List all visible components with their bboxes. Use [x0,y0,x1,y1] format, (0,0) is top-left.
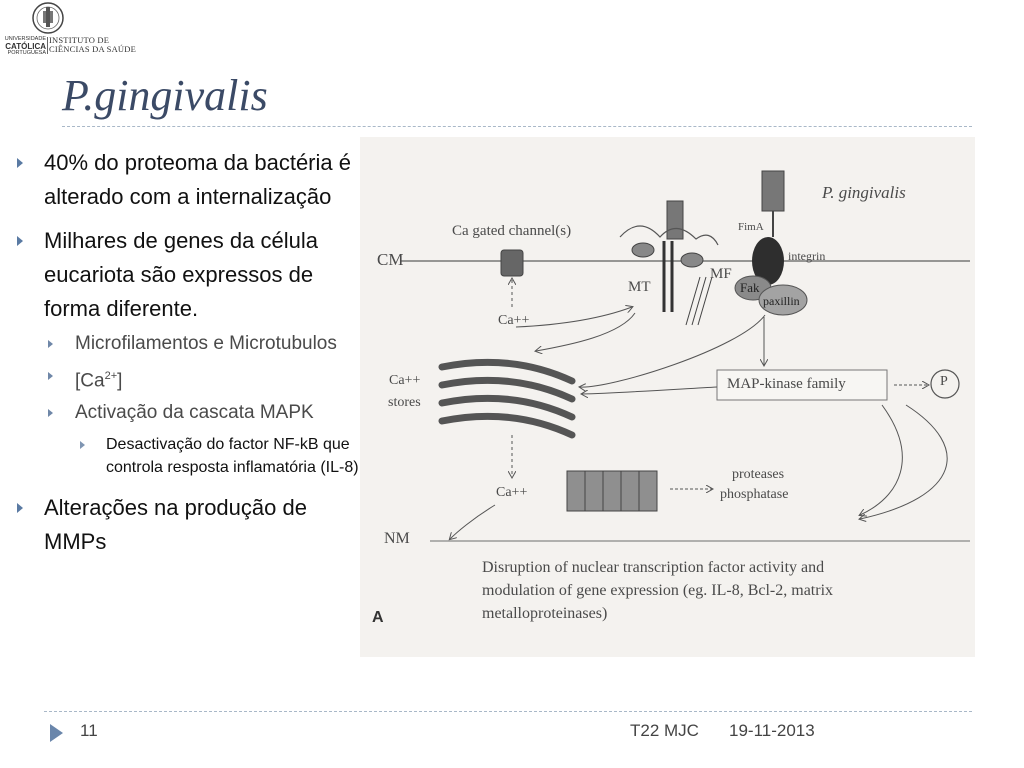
bullet-text: Alterações na produção de MMPs [44,495,307,555]
bullet-text: ] [117,370,123,392]
sub-bullet-item [14,330,364,358]
figure-label: CM [377,250,404,269]
figure-caption-line: Disruption of nuclear transcription factor activity and [482,559,825,576]
microfilament-shape [692,277,706,325]
figure-label: Ca++ [498,313,530,328]
bullet-text: 40% do proteoma da bactéria é alterado com a internalização [44,150,351,209]
signaling-diagram [360,137,975,657]
title-divider [62,126,972,127]
logo-university-name [2,36,46,57]
bullet-text: Microfilamentos e Microtubulos [75,333,337,354]
bullet-arrow-icon [80,441,85,449]
logo-university-line: PORTUGUESA [7,50,46,56]
bullet-arrow-icon [17,236,23,246]
figure-label: stores [388,395,421,410]
figure-label: MAP-kinase family [727,376,846,392]
bullet-text: [Ca [75,370,105,392]
protein-complex-shape [567,471,657,511]
figure-label: Ca gated channel(s) [452,223,572,239]
ca-store-stack [442,416,572,435]
figure-label: NM [384,530,410,547]
figure-label: Fak [740,280,760,295]
figure-caption-line: modulation of gene expression (eg. IL-8, Bcl-2, matrix [482,582,834,599]
figure-label: Ca++ [496,485,528,500]
bullet-list [14,146,364,569]
bullet-arrow-icon [48,372,53,380]
logo-separator [47,37,48,54]
logo-university-line: UNIVERSIDADE [4,36,46,42]
logo-university-line: CATÓLICA [5,42,46,51]
figure-label: P. gingivalis [822,183,906,202]
bullet-item [14,146,364,214]
bullet-text: Milhares de genes da célula eucariota são expressos de forma diferente. [44,228,318,321]
bacterium-shape [762,171,784,211]
footer-divider [44,711,972,712]
microfilament-shape [698,277,712,325]
figure-label: Ca++ [389,373,421,388]
bullet-item [14,224,364,326]
receptor-shape [632,243,654,257]
bullet-item [14,491,364,559]
signal-arrow [536,313,635,351]
logo-institute-line: CIÊNCIAS DA SAÚDE [49,44,136,54]
ca-channel-shape [501,250,523,276]
figure-label: MF [710,266,732,282]
superscript: 2+ [104,370,118,382]
bullet-text: Activação da cascata MAPK [75,402,314,424]
figure-label: phosphatase [720,487,789,502]
bullet-text: Desactivação do factor NF-kB que controla resposta inflamatória (IL-8) [106,436,359,477]
logo-institute-line: INSTITUTO DE [49,35,110,45]
figure-caption-line: metalloproteinases) [482,605,608,622]
figure-label: P [940,374,948,389]
signal-arrow [860,405,947,519]
footer-course: T22 MJC [630,721,699,740]
footer-arrow-icon [50,724,63,742]
figure-label: paxillin [763,294,800,308]
logo-institute-name [49,36,136,54]
slide-title: P.gingivalis [62,71,268,120]
figure-label: proteases [732,467,785,482]
figure-label: MT [628,279,651,295]
bacterium-small-shape [667,201,683,239]
page-number: 11 [80,721,98,740]
bullet-arrow-icon [17,158,23,168]
university-crest-icon [2,2,148,36]
panel-letter: A [372,609,384,626]
figure-label: FimA [738,221,764,233]
signal-arrow [860,405,902,515]
institution-logo [2,2,148,58]
microfilament-shape [686,277,700,325]
bullet-arrow-icon [48,340,53,348]
signal-arrow [450,505,495,539]
sub-bullet-item [14,399,364,427]
signal-arrow [582,387,717,394]
sub-bullet-item [14,362,364,395]
receptor-shape [681,253,703,267]
figure-caption [482,556,833,625]
sub-sub-bullet-item [14,433,364,479]
signal-arrow [516,307,632,327]
bullet-arrow-icon [17,503,23,513]
bullet-arrow-icon [48,409,53,417]
footer-date: 19-11-2013 [729,721,815,740]
figure-label: integrin [788,249,826,263]
